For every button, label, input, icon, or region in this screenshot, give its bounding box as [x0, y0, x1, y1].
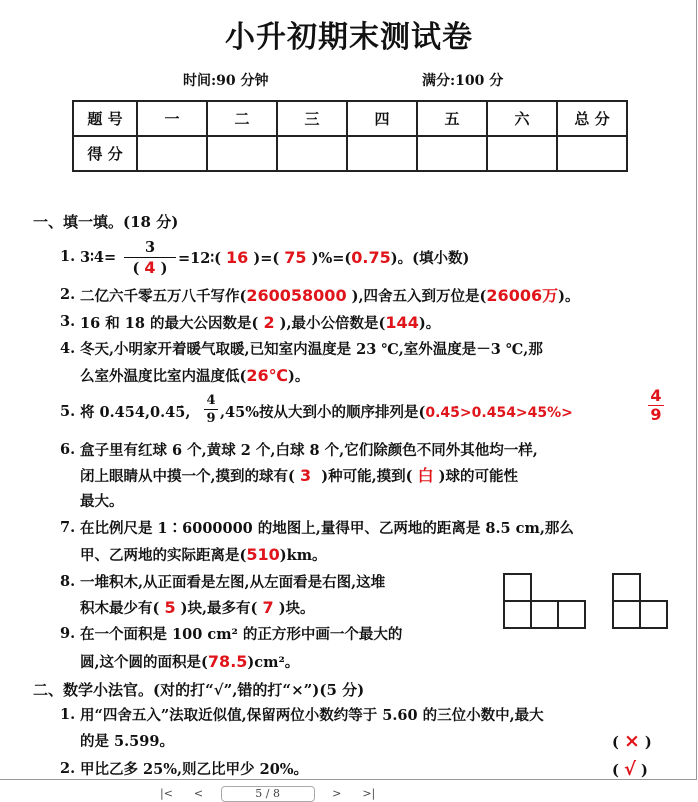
s2q1-answer-cross: × [623, 730, 640, 752]
q9-line1: 在一个面积是 100 cm² 的正方形中画一个最大的 [80, 626, 403, 643]
q6-answer-color: 白 [417, 466, 434, 485]
q5-fraction [204, 393, 218, 427]
q1-frac-denominator [124, 258, 176, 279]
q3-part2: ),最小公倍数是( [279, 315, 386, 332]
q9-line2 [80, 652, 299, 673]
q6-line1: 盒子里有红球 6 个,黄球 2 个,白球 8 个,它们除颜色不同外其他均一样, [80, 442, 538, 459]
score-empty-cell [417, 136, 487, 171]
s2q2-judgement [612, 760, 648, 781]
q5-part2: ,45%按从大到小的顺序排列是( [220, 404, 426, 421]
q4-line2 [80, 366, 309, 387]
s2q1-line2: 的是 5.599。 [80, 733, 174, 750]
q7-part2b: )km。 [279, 547, 327, 564]
q8-answer-max: 7 [262, 598, 274, 617]
block-square [613, 574, 640, 601]
q5-number: 5. [60, 403, 76, 420]
paren-open: ( [612, 762, 619, 779]
front-view [504, 574, 585, 628]
q4-line1: 冬天,小明家开着暖气取暖,已知室内温度是 23 ℃,室外温度是－3 ℃,那 [80, 341, 543, 358]
s2q1-number: 1. [60, 706, 76, 723]
q5-ans-frac-num: 4 [648, 387, 664, 406]
s2q1-line1: 用“四舍五入”法取近似值,保留两位小数约等于 5.60 的三位小数中,最大 [80, 707, 544, 724]
q9-answer: 78.5 [207, 652, 248, 671]
next-page-button[interactable]: > [332, 787, 342, 800]
q1-answer-75: 75 [284, 248, 307, 267]
q4-number: 4. [60, 340, 76, 357]
first-page-button[interactable]: |< [160, 787, 173, 800]
paren-close: ) [160, 260, 168, 277]
score-cell: 四 [347, 101, 417, 136]
score-cell: 六 [487, 101, 557, 136]
score-cell: 一 [137, 101, 207, 136]
q1-part5: )。(填小数) [390, 250, 470, 267]
score-table [72, 100, 628, 172]
q8-line1: 一堆积木,从正面看是左图,从左面看是右图,这堆 [80, 574, 386, 591]
section1-heading: 一、填一填。(18 分) [33, 213, 179, 231]
score-cell: 题 号 [73, 101, 137, 136]
score-label: 满分:100 分 [422, 73, 504, 89]
q6-line3: 最大。 [80, 493, 124, 510]
page-navigator [160, 786, 375, 802]
paren-open: ( [132, 260, 140, 277]
q9-number: 9. [60, 625, 76, 642]
page-title: 小升初期末测试卷 [225, 20, 473, 55]
q1-part3: )=( [253, 250, 280, 267]
q1-part1: 3∶4= [80, 249, 117, 266]
paren-close: ) [644, 734, 652, 751]
score-empty-cell [207, 136, 277, 171]
score-cell: 二 [207, 101, 277, 136]
q6-answer-count: 3 [299, 466, 312, 485]
last-page-button[interactable]: >| [362, 787, 376, 800]
q2-answer-rounded: 26006万 [486, 286, 559, 305]
q4-part2a: 么室外温度比室内温度低( [80, 368, 247, 385]
q2-line [80, 286, 579, 307]
q2-answer-number: 260058000 [246, 286, 347, 305]
paren-close: ) [641, 762, 648, 779]
q8-line2 [80, 598, 315, 619]
block-square [558, 601, 585, 628]
score-empty-cell [347, 136, 417, 171]
q1-answer-decimal: 0.75 [351, 248, 391, 267]
q7-answer: 510 [246, 545, 280, 564]
q3-answer-gcd: 2 [263, 313, 275, 332]
q5-ans-frac-den: 9 [650, 405, 662, 424]
q8-number: 8. [60, 573, 76, 590]
time-label: 时间:90 分钟 [183, 73, 269, 89]
score-table-header-row [73, 101, 627, 136]
q8-answer-min: 5 [164, 598, 176, 617]
score-empty-cell [487, 136, 557, 171]
q3-part1: 16 和 18 的最大公因数是( [80, 315, 259, 332]
paren-open: ( [612, 734, 619, 751]
s2q2-number: 2. [60, 760, 76, 777]
q2-part1: 二亿六千零五万八千写作( [80, 288, 247, 305]
block-views-figure [500, 571, 670, 633]
score-empty-cell [137, 136, 207, 171]
q5-answer-fraction [648, 387, 664, 424]
q5-frac-den: 9 [206, 411, 216, 426]
q1-part4: )%=( [311, 250, 352, 267]
score-cell: 五 [417, 101, 487, 136]
q7-line2 [80, 545, 327, 566]
q2-part2: ),四舍五入到万位是( [351, 288, 487, 305]
prev-page-button[interactable]: < [193, 787, 204, 800]
section2-heading: 二、数学小法官。(对的打“√”,错的打“×”)(5 分) [33, 681, 365, 699]
q1-line-rest [178, 248, 469, 269]
q7-number: 7. [60, 519, 76, 536]
q3-number: 3. [60, 313, 76, 330]
q2-part3: )。 [558, 288, 580, 305]
block-square [504, 601, 531, 628]
q5-line-rest [220, 403, 573, 423]
score-cell: 得 分 [73, 136, 137, 171]
block-square [531, 601, 558, 628]
score-empty-cell [277, 136, 347, 171]
q3-part3: )。 [418, 315, 441, 332]
q5-frac-num: 4 [204, 393, 218, 410]
q4-answer: 26℃ [246, 366, 289, 385]
q8-part2c: )块。 [278, 600, 315, 617]
q7-line1: 在比例尺是 1∶6000000 的地图上,量得甲、乙两地的距离是 8.5 cm,那么 [80, 520, 574, 537]
q6-part2c: )球的可能性 [438, 468, 519, 485]
q1-answer-16: 16 [226, 248, 249, 267]
s2q1-judgement [612, 731, 652, 753]
left-view [613, 574, 667, 628]
score-table-score-row [73, 136, 627, 171]
score-empty-cell [557, 136, 627, 171]
block-square [613, 601, 640, 628]
q1-answer-denominator: 4 [144, 258, 156, 277]
score-cell: 总 分 [557, 101, 627, 136]
block-square [504, 574, 531, 601]
page-number-input[interactable]: 5 / 8 [221, 786, 315, 802]
s2q2-answer-check: √ [623, 759, 636, 780]
q6-number: 6. [60, 441, 76, 458]
q1-part2: =12∶( [178, 250, 221, 267]
q5-part1: 将 0.454,0.45̇, [80, 404, 191, 421]
q9-part2b: )cm²。 [247, 654, 300, 671]
q7-part2a: 甲、乙两地的实际距离是( [80, 547, 247, 564]
q1-fraction [124, 238, 176, 279]
q1-number: 1. [60, 248, 76, 265]
block-square [640, 601, 667, 628]
q3-answer-lcm: 144 [385, 313, 419, 332]
q2-number: 2. [60, 286, 76, 303]
q6-line2 [80, 466, 518, 487]
q3-line [80, 313, 440, 334]
q9-part2a: 圆,这个圆的面积是( [80, 654, 208, 671]
q6-part2b: )种可能,摸到( [321, 468, 413, 485]
q5-answer-order: 0.45̇>0.454>45%> [425, 405, 573, 421]
q4-part2b: )。 [288, 368, 310, 385]
s2q2-line1: 甲比乙多 25%,则乙比甲少 20%。 [80, 761, 309, 778]
score-cell: 三 [277, 101, 347, 136]
q8-part2a: 积木最少有( [80, 600, 160, 617]
q8-part2b: )块,最多有( [180, 600, 258, 617]
q1-frac-numerator: 3 [124, 238, 176, 258]
q6-part2a: 闭上眼睛从中摸一个,摸到的球有( [80, 468, 295, 485]
